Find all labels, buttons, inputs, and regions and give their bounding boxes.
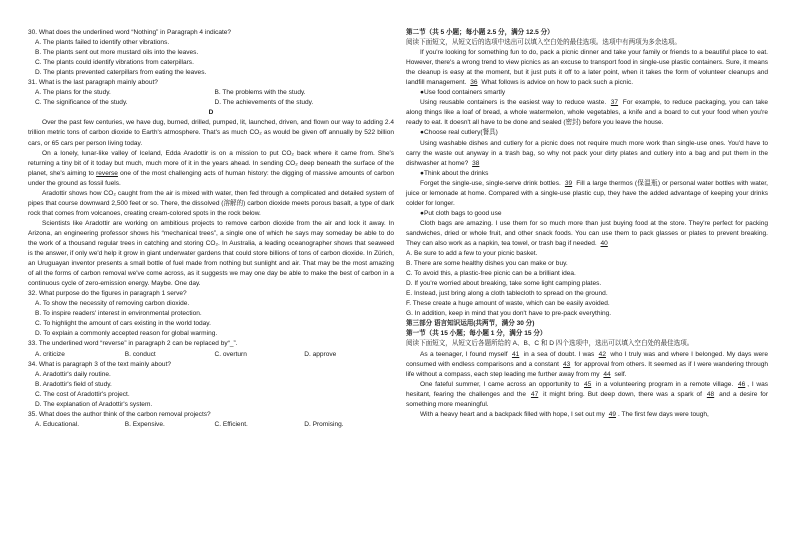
q30-stem: 30. What does the underlined word “Nothing” in Paragraph 4 indicate? — [28, 29, 232, 36]
q30-option-b: B. The plants sent out more mustard oils into the leaves. — [35, 49, 199, 57]
passage-d-paragraph-4: Scientists like Aradottir are working on ambitious projects to remove carbon dioxide from the air and lock it away. In Arizona, an engineering professor shows his “mechanical trees”, a single one of which he says may someday be able to do the work of a thousand regular trees in catching and storing CO₂. In Australia, a leading oceanographer shows that seaweed is the answer, if only we'd help it grow in giant underwater gardens that could store billions of tons of carbon dioxide. In Zürich, an Uruguayan inventor presents a small bottle of fuel made from nothing but sunlight and air. That may be the most amazing of all the forms of carbon removal we've come across, as it suggests we may one day be able to make the best of carbon in a continuous cycle of zero-emission energy. Maybe. One day. — [28, 219, 394, 288]
cloze-paragraph-2: Using reusable containers is the easiest way to reduce waste. 37 For example, to reduce packaging, you can take along things like a loaf of bread, a whole watermelon, whole vegetables, a knife and a board to cut your food when you're ready to eat. It doesn't all have to be done and sealed (密封) before you leave the house. — [406, 99, 768, 127]
q32-option-d: D. To explain a commonly accepted reason for global warming. — [35, 330, 218, 338]
q31-stem: 31. What is the last paragraph mainly about? — [28, 79, 158, 87]
underlined-word-reverse: reverse — [96, 169, 118, 177]
q32-option-c: C. To highlight the amount of cars existing in the world today. — [35, 320, 211, 328]
left-column — [28, 28, 394, 430]
q34-stem: 34. What is paragraph 3 of the text mainly about? — [28, 360, 172, 368]
section2-title: 第二节（共 5 小题；每小题 2.5 分，满分 12.5 分） — [406, 29, 554, 36]
q34-option-c: C. The cost of Aradottir's project. — [35, 390, 130, 398]
q34-option-a: A. Aradottir's daily routine. — [35, 370, 111, 378]
q34-option-b: B. Aradottir's field of study. — [35, 380, 112, 388]
heading-drinks: ●Think about the drinks — [420, 169, 489, 177]
option-g: G. In addition, keep in mind that you don't have to pre-pack everything. — [406, 310, 612, 318]
q33-option-b: B. conduct — [124, 350, 156, 358]
passage-d-paragraph-3: Aradottir shows how CO₂ caught from the air is mixed with water, then fed through a complicated and detailed system of pipes that course downward 2,500 feet or so. There, the dissolved (溶解的) carbon dioxide meets porous basalt, a type of dark rock that comes from volcanoes, creating cream-colored spots in the rock below. — [28, 189, 394, 217]
q32-option-a: A. To show the necessity of removing carbon dioxide. — [35, 300, 190, 308]
option-a: A. Be sure to add a few to your picnic basket. — [406, 250, 538, 258]
q33-option-a: A. criticize — [35, 350, 65, 358]
q31-options-row2 — [28, 98, 394, 108]
blank-42: 42 — [598, 350, 606, 358]
cloze-paragraph-5: Cloth bags are amazing. I use them for so much more than just buying food at the store. They're perfect for packing sandwiches, dried or whole fruit, and other snack foods. You can use them to pack glasses or plates to prevent breaking. They can also work as a napkin, tea towel, or trash bag if needed. 40 — [406, 219, 768, 247]
blank-48: 48 — [706, 390, 715, 398]
q33-stem: 33. The underlined word “reverse” in paragraph 2 can be replaced by“_”. — [28, 340, 238, 348]
story-paragraph-1: As a teenager, I found myself 41 in a sea of doubt. I was 42 who I truly was and where I belonged. My days were consumed with endless comparisons and a constant 43 for approval from others. It seemed as if I were wandering through life without a compass, each step leading me further away from my 44 self. — [406, 350, 769, 378]
blank-49: 49 — [608, 410, 616, 418]
passage-label: D — [208, 109, 214, 117]
blank-36: 36 — [470, 79, 478, 87]
heading-cloth-bags: ●Put cloth bags to good use — [420, 209, 502, 217]
option-f: F. These create a huge amount of waste, which can be easily avoided. — [406, 300, 610, 308]
blank-45: 45 — [583, 380, 592, 388]
option-c: C. To avoid this, a plastic-free picnic can be a brilliant idea. — [406, 270, 576, 278]
option-d: D. If you're worried about breaking, take some light camping plates. — [406, 280, 602, 288]
option-b: B. There are some healthy dishes you can make or buy. — [406, 260, 568, 268]
blank-38: 38 — [472, 159, 480, 167]
blank-46: 46 — [737, 380, 746, 388]
blank-43: 43 — [563, 360, 571, 368]
blank-41: 41 — [511, 350, 520, 358]
q31-option-c: C. The significance of the study. — [35, 99, 128, 107]
q35-option-a: A. Educational. — [35, 420, 80, 428]
right-column — [406, 28, 768, 420]
q35-options — [28, 420, 394, 430]
blank-37: 37 — [610, 99, 619, 107]
story-paragraph-2: One fateful summer, I came across an opportunity to 45 in a volunteering program in a remote village. 46 , I was hesitant, fearing the challenges and the 47 it might bring. But deep down, there was a spark of 48 and a desire for something more meaningful. — [406, 380, 769, 408]
q30-option-a: A. The plants failed to identify other vibrations. — [35, 39, 170, 47]
blank-47: 47 — [530, 390, 539, 398]
q35-option-b: B. Expensive. — [124, 420, 165, 428]
heading-real-cutlery: ●Choose real cutlery(餐具) — [420, 129, 498, 137]
q33-option-d: D. approve — [304, 350, 337, 358]
passage-d-paragraph-2: On a lonely, lunar-like valley of Iceland, Edda Aradottir is on a mission to put CO₂ back where it came from. She's returning a tiny bit of it today but much, much more of it in the years ahead. In sending CO₂ deep beneath the surface of the planet, she's aiming to reverse one of the most challenging acts of human history: the digging of massive amounts of carbon under the ground as fossil fuels. — [28, 149, 394, 187]
q32-stem: 32. What purpose do the figures in paragraph 1 serve? — [28, 290, 187, 298]
part3-title: 第三部分 语言知识运用(共两节，满分 30 分) — [406, 320, 535, 328]
option-e: E. Instead, just bring along a cloth tablecloth to spread on the ground. — [406, 290, 608, 298]
q31-option-a: A. The plans for the study. — [35, 89, 111, 97]
passage-d-paragraph-1: Over the past few centuries, we have dug, burned, drilled, pumped, lit, launched, driven, and flown our way to adding 2.4 trillion metric tons of carbon dioxide to Earth's atmosphere. That's as much CO₂ as would be given off annually by 522 billion cars, or 65 cars per person living today. — [28, 119, 394, 147]
q30-option-c: C. The plants could identify vibrations from caterpillars. — [35, 59, 194, 67]
section1-title: 第一节（共 15 小题；每小题 1 分，满分 15 分） — [406, 330, 547, 338]
q30-option-d: D. The plants prevented caterpillars from eating the leaves. — [35, 69, 207, 77]
q35-option-c: C. Efficient. — [214, 420, 248, 428]
q31-options-row1 — [28, 88, 394, 98]
q35-stem: 35. What does the author think of the carbon removal projects? — [28, 410, 211, 418]
q33-options — [28, 350, 394, 360]
q33-option-c: C. overturn — [214, 350, 247, 358]
blank-44: 44 — [603, 370, 611, 378]
section2-instructions: 阅读下面短文，从短文后的选项中选出可以填入空白处的最佳选项。选项中有两项为多余选项。 — [406, 39, 681, 47]
cloze-paragraph-1: If you're looking for something fun to do, pack a picnic dinner and take your family or friends to a beautiful place to eat. However, there's a wrong trend to view picnics as an excuse to transport food in single-use plastic containers. Sure, it means the cleanup is easy at the moment, but it just puts it off to a later point, when it takes the form of volunteer cleanups and landfill management. 36 What follows is advice on how to pack such a picnic. — [406, 49, 768, 87]
cloze-paragraph-4: Forget the single-use, single-serve drink bottles. 39 Fill a large thermos (保温瓶) or personal water bottles with water, juice or lemonade at home. Compared with a single-use plastic cup, they have the added advantage of keeping your drinks colder for longer. — [406, 179, 768, 207]
q35-option-d: D. Promising. — [304, 420, 344, 428]
cloze-paragraph-3: Using washable dishes and cutlery for a picnic does not require much more work than single-use ones. You'd have to carry the waste out anyway in a trash bag, so why not pack your dirty plates and cutlery into a bag and put them in the dishwasher at home? 38 — [406, 139, 768, 167]
story-paragraph-3: With a heavy heart and a backpack filled with hope, I set out my 49 . The first few days were tough, — [420, 410, 709, 418]
heading-food-containers: ●Use food containers smartly — [420, 89, 506, 97]
q32-option-b: B. To inspire readers' interest in environmental protection. — [35, 310, 202, 318]
blank-39: 39 — [564, 179, 573, 187]
q34-option-d: D. The explanation of Aradottir's system. — [35, 400, 153, 408]
q31-option-b: B. The problems with the study. — [214, 89, 306, 97]
q31-option-d: D. The achievements of the study. — [214, 99, 314, 107]
section1-instructions: 阅读下面短文，从短文后各题所给的 A、B、C 和 D 四个选项中，选出可以填入空白处的最佳选项。 — [406, 340, 694, 348]
blank-40: 40 — [600, 239, 608, 247]
